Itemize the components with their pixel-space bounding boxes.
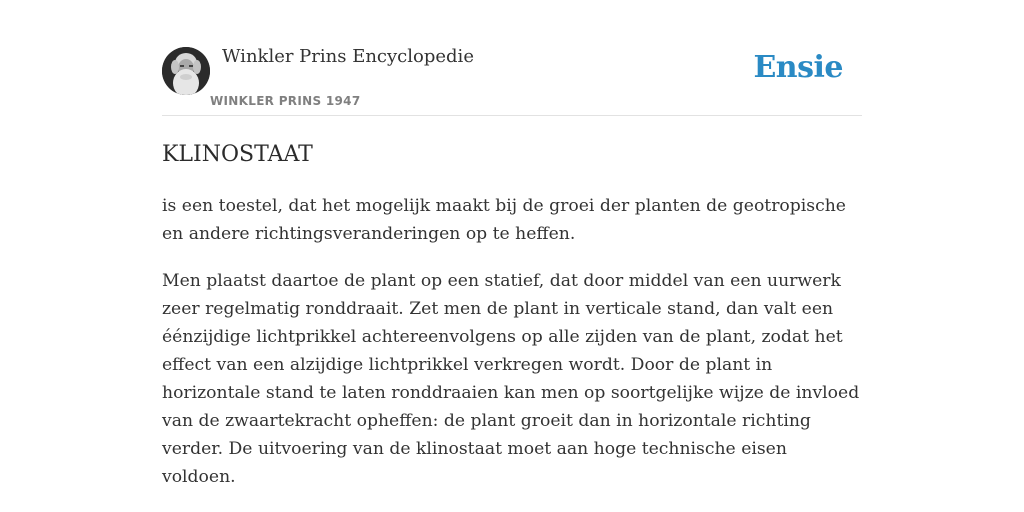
- bearded-man-portrait-icon: [162, 47, 210, 95]
- article-paragraph: Men plaatst daartoe de plant op een statief, dat door middel van een uurwerk zeer regelmatig ronddraait. Zet men de plant in verticale stand, dan valt een éénzijdige lichtprikkel achtereenvolgens op alle zijden van de plant, zodat het effect van een alzijdige lichtprikkel verkregen wordt. Door de plant in horizontale stand te laten ronddraaien kan men op soortgelijke wijze de invloed van de zwaartekracht opheffen: de plant groeit dan in horizontale richting verder. De uitvoering van de klinostaat moet aan hoge technische eisen voldoen.: [162, 271, 860, 487]
- page: [162, 0, 862, 491]
- article-paragraph: is een toestel, dat het mogelijk maakt bij de groei der planten de geotropische en andere richtingsveranderingen op te heffen.: [162, 196, 846, 244]
- source-label[interactable]: WINKLER PRINS 1947: [210, 94, 361, 108]
- author-name[interactable]: Winkler Prins Encyclopedie: [222, 46, 474, 67]
- brand-logo[interactable]: Ensie: [753, 50, 843, 85]
- avatar[interactable]: [162, 47, 210, 95]
- header: [162, 0, 862, 116]
- article-title: KLINOSTAAT: [162, 142, 313, 167]
